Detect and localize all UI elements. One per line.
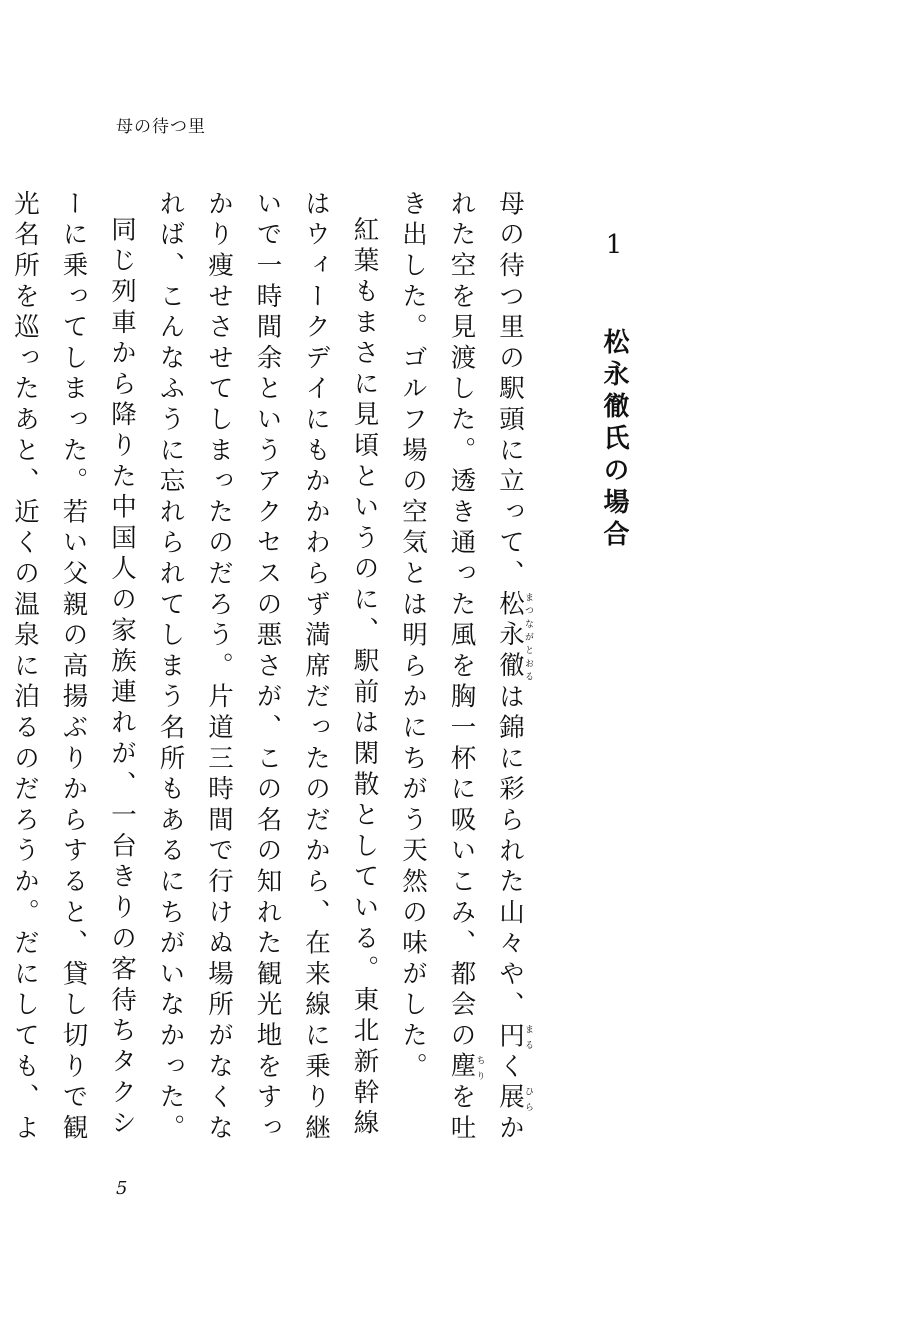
paragraph-1 <box>389 190 535 1150</box>
text-run: 母の待つ里の駅頭に立って、 <box>495 190 525 591</box>
ruby-base: 塵 <box>446 1052 477 1084</box>
ruby-reading: まる <box>523 1021 533 1053</box>
ruby-hira <box>495 1083 533 1115</box>
page-number: 5 <box>116 1178 128 1199</box>
ruby-base: 展 <box>495 1083 525 1115</box>
body-text <box>0 190 534 1150</box>
chapter-number: 1 <box>599 230 629 266</box>
chapter-title: 松永徹氏の場合 <box>599 328 629 552</box>
paragraph-3: 同じ列車から降りた中国人の家族連れが、一台きりの客待ちタクシーに乗ってしまった。若い父親の高揚ぶりからすると、貸し切りで観光名所を巡ったあと、近くの温泉に泊るのだろうか。だにしても、よ <box>10 190 137 1145</box>
text-run: を吐き出した。ゴルフ場の空気とは明らかにちがう天然の味がした。 <box>398 190 477 1145</box>
ruby-reading: ひら <box>523 1083 533 1115</box>
ruby-matsunaga-toru <box>495 590 533 683</box>
chapter-heading <box>596 230 633 552</box>
text-run: かれた空を見渡した。透き通った風を胸一杯に吸いこみ、都会の <box>446 190 525 1145</box>
ruby-maru <box>495 1021 533 1053</box>
paragraph-2: 紅葉もまさに見頃というのに、駅前は閑散としている。東北新幹線はウィークデイにもかかわらず満席だったのだから、在来線に乗り継いで一時間余というアクセスの悪さが、この名の知れた観光地をすっかり痩せさせてしまったのだろう。片道三時間で行けぬ場所がなくなれば、こんなふうに忘れられてしまう名所もあるにちがいなかった。 <box>155 190 380 1145</box>
text-run: は錦に彩られた山々や、 <box>495 682 525 1022</box>
text-run: く <box>495 1052 525 1084</box>
ruby-chiri <box>446 1052 485 1084</box>
ruby-base: 松永徹 <box>495 590 525 683</box>
ruby-base: 円 <box>495 1021 525 1053</box>
ruby-reading: ちり <box>474 1052 485 1084</box>
running-head: 母の待つ里 <box>116 117 206 137</box>
ruby-reading: まつながとおる <box>523 590 533 683</box>
